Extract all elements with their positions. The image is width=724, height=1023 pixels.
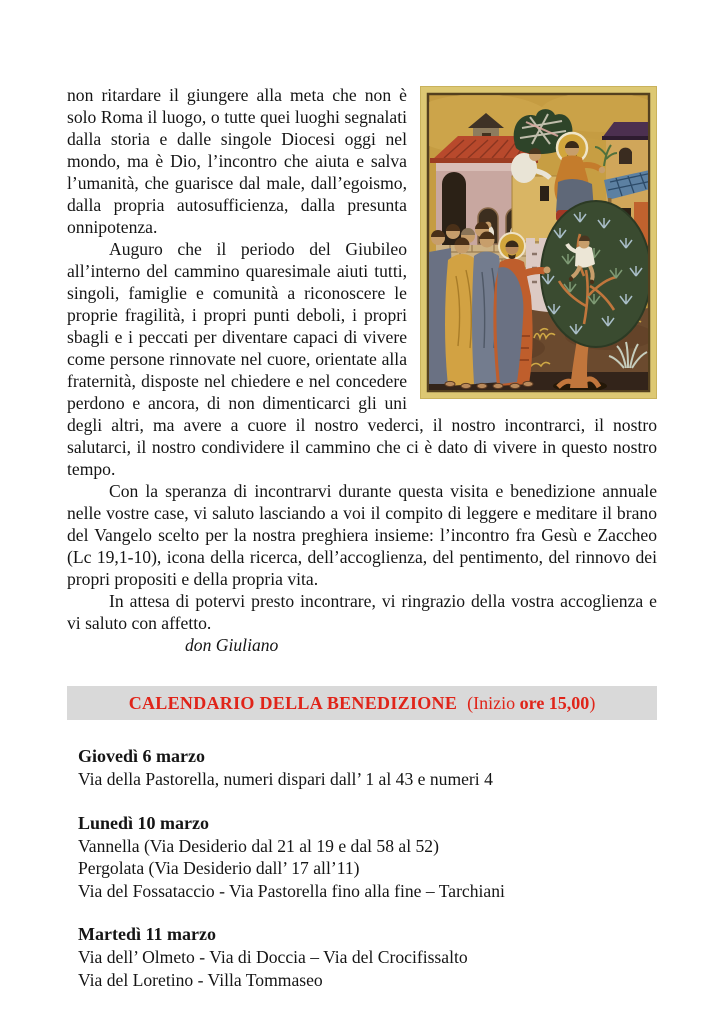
calendar-start-prefix: (Inizio [467, 693, 520, 713]
schedule-line: Pergolata (Via Desiderio dall’ 17 all’11) [78, 858, 360, 878]
letter-paragraph: Auguro che il periodo del Giubileo all’interno del cammino quaresimale aiuti tutti, singoli, famiglie e comunità a riconoscere le proprie fragilità, i propri punti deboli, i propri sbagli e i peccati per diventare capaci di vivere come persone rinnovate nel cuore, orientate alla fraternità, disposte nel chiedere e nel concedere perdono e ancora, di non dimenticarci gli uni degli altri, ma avere a cuore il nostro vederci, il nostro incontrarci, il nostro salutarci, il nostro condividere il cammino che ci è dato di vivere in questo nostro tempo. [67, 239, 657, 479]
schedule-line: Via del Loretino - Villa Tommaseo [78, 969, 323, 990]
calendar-start-time: ore 15,00 [519, 693, 590, 713]
letter-paragraph: Con la speranza di incontrarvi durante questa visita e benedizione annuale nelle vostre case, vi saluto lasciando a voi il compito di leggere e meditare il brano del Vangelo scelto per la nostra preghiera insieme: l’incontro fra Gesù e Zaccheo (Lc 19,1-10), icona della ricerca, dell’accoglienza, del pentimento, del rinnovo dei propri propositi e della propria vita. [67, 481, 657, 589]
gesu-zaccheo-icon [420, 86, 657, 399]
schedule-day-title: Giovedì 6 marzo [78, 746, 205, 766]
schedule-line: Via del Fossataccio - Via Pastorella fino alla fine – Tarchiani [78, 880, 505, 901]
schedule-line: Via dell’ Olmeto - Via di Doccia – Via del Crocifissalto [78, 947, 468, 967]
schedule-line: Vannella (Via Desiderio dal 21 al 19 e dal 58 al 52) [78, 835, 439, 856]
calendar-start-suffix: ) [589, 693, 596, 713]
schedule-day [78, 923, 657, 991]
schedule-line: Via della Pastorella, numeri dispari dall’ 1 al 43 e numeri 4 [78, 769, 493, 789]
gesu-zaccheo-icon-image [420, 86, 657, 399]
schedule-day [78, 745, 657, 791]
calendar-title: CALENDARIO DELLA BENEDIZIONE [128, 693, 458, 713]
letter-paragraph: In attesa di potervi presto incontrare, vi ringrazio della vostra accoglienza e vi saluto con affetto. [67, 591, 657, 633]
schedule-day-title: Lunedì 10 marzo [78, 812, 210, 833]
letter-body [67, 84, 657, 656]
page-content [67, 84, 657, 991]
signature: don Giuliano [185, 635, 279, 655]
letter-paragraph: non ritardare il giungere alla meta che non è solo Roma il luogo, o tutte quei luoghi segnalati dalla storia e dalle singole Diocesi oggi nel mondo, ma è Dio, l’incontro che aiuta e salva l’umanità, che guarisce dal male, dall’egoismo, dalla propria autosufficienza, dalla presunta onnipotenza. [67, 85, 407, 237]
schedule-day [78, 812, 657, 903]
blessing-schedule [67, 745, 657, 991]
schedule-day-title: Martedì 11 marzo [78, 924, 216, 944]
calendar-band [67, 686, 657, 720]
